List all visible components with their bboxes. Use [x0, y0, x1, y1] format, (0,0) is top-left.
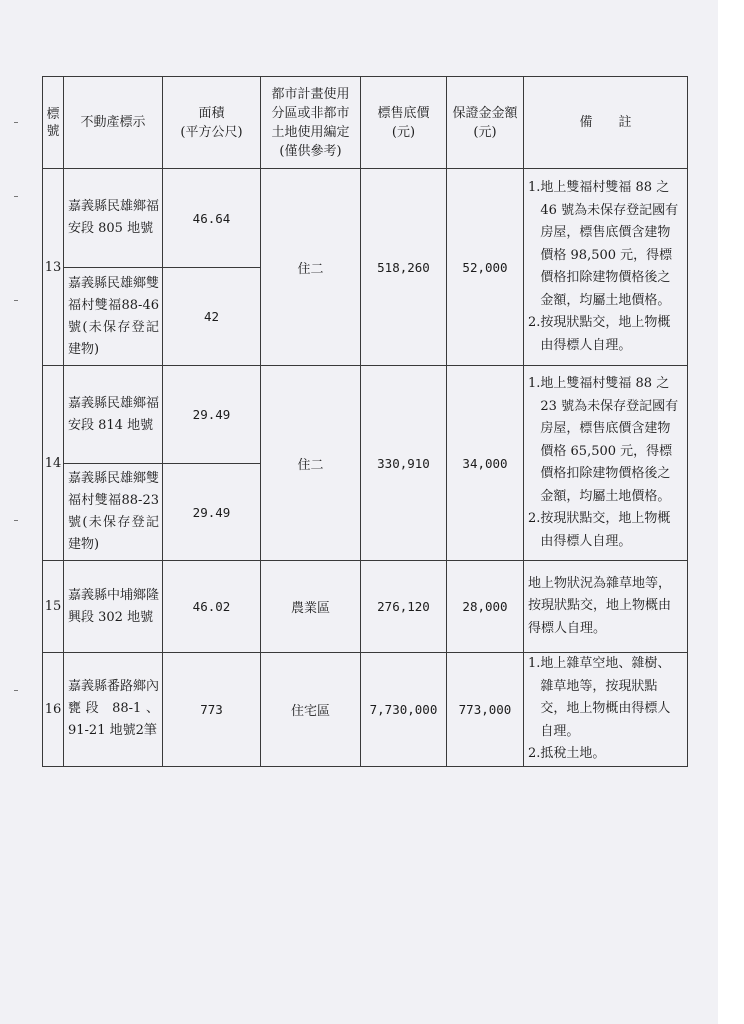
row-number: 13	[43, 169, 64, 366]
base-price-value: 7,730,000	[361, 653, 447, 767]
remark-item: 1. 地上雙福村雙福 88 之 23 號為未保存登記國有房屋，標售底價含建物價格 65,500 元，得標價格扣除建物價格後之金額，均屬土地價格。	[528, 376, 679, 504]
deposit-value: 773,000	[447, 653, 524, 767]
property-table	[42, 76, 688, 767]
header-area: 面積 (平方公尺)	[163, 77, 261, 169]
zoning-value: 住二	[261, 169, 361, 366]
remarks-cell	[524, 561, 688, 653]
remarks-cell	[524, 169, 688, 366]
page-edge	[718, 0, 744, 1024]
area-value: 46.02	[163, 561, 261, 653]
area-value: 46.64	[163, 169, 261, 268]
header-deposit: 保證金金額 (元)	[447, 77, 524, 169]
deposit-value: 34,000	[447, 366, 524, 561]
property-label: 嘉義縣民雄鄉雙福村雙福88-46 號(未保存登記建物)	[64, 268, 163, 366]
property-label: 嘉義縣番路鄉內甕段 88-1、91-21 地號2筆	[64, 653, 163, 767]
header-property: 不動產標示	[64, 77, 163, 169]
base-price-value: 518,260	[361, 169, 447, 366]
property-label: 嘉義縣中埔鄉隆興段 302 地號	[64, 561, 163, 653]
area-value: 29.49	[163, 366, 261, 464]
remark-item: 地上物狀況為雜草地等，按現狀點交，地上物概由得標人自理。	[528, 575, 672, 636]
row-number: 16	[43, 653, 64, 767]
deposit-value: 52,000	[447, 169, 524, 366]
deposit-value: 28,000	[447, 561, 524, 653]
row-number: 14	[43, 366, 64, 561]
remark-item: 1. 地上雜草空地、雜樹、雜草地等，按現狀點交，地上物概由得標人自理。	[528, 656, 671, 739]
property-label: 嘉義縣民雄鄉福安段 805 地號	[64, 169, 163, 268]
table-row	[43, 169, 688, 268]
remark-item: 2. 抵稅土地。	[528, 746, 606, 761]
area-value: 773	[163, 653, 261, 767]
table-row	[43, 561, 688, 653]
property-label: 嘉義縣民雄鄉福安段 814 地號	[64, 366, 163, 464]
remarks-cell	[524, 653, 688, 767]
area-value: 29.49	[163, 464, 261, 561]
base-price-value: 330,910	[361, 366, 447, 561]
property-label: 嘉義縣民雄鄉雙福村雙福88-23 號(未保存登記建物)	[64, 464, 163, 561]
table-row	[43, 366, 688, 464]
remark-item: 1. 地上雙福村雙福 88 之 46 號為未保存登記國有房屋，標售底價含建物價格 98,500 元，得標價格扣除建物價格後之金額，均屬土地價格。	[528, 180, 679, 308]
header-base-price: 標售底價 (元)	[361, 77, 447, 169]
base-price-value: 276,120	[361, 561, 447, 653]
header-zoning: 都市計畫使用 分區或非都市 土地使用編定 (僅供參考)	[261, 77, 361, 169]
remark-item: 2. 按現狀點交，地上物概由得標人自理。	[528, 511, 671, 549]
punch-mark	[14, 122, 18, 123]
punch-mark	[14, 520, 18, 521]
punch-mark	[14, 300, 18, 301]
punch-mark	[14, 196, 18, 197]
header-remarks: 備 註	[524, 77, 688, 169]
zoning-value: 住二	[261, 366, 361, 561]
row-number: 15	[43, 561, 64, 653]
zoning-value: 農業區	[261, 561, 361, 653]
area-value: 42	[163, 268, 261, 366]
table-row	[43, 653, 688, 767]
zoning-value: 住宅區	[261, 653, 361, 767]
punch-mark	[14, 690, 18, 691]
header-no: 標號	[43, 77, 64, 169]
header-row	[43, 77, 688, 169]
remark-item: 2. 按現狀點交，地上物概由得標人自理。	[528, 315, 671, 353]
remarks-cell	[524, 366, 688, 561]
